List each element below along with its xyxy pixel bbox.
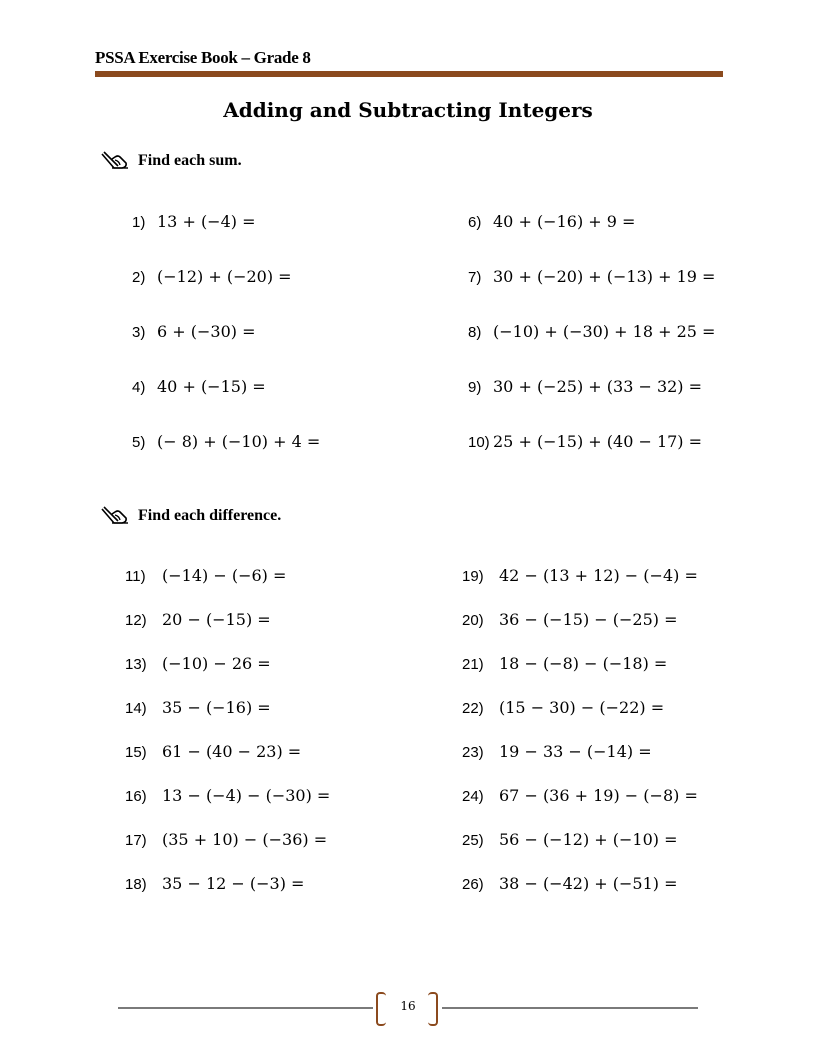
problem-item <box>132 212 256 231</box>
problem-number: 15) <box>125 744 147 761</box>
problem-item <box>132 267 292 286</box>
problem-number: 8) <box>468 324 482 341</box>
problem-number: 2) <box>132 269 146 286</box>
problem-expression: (−10) + (−30) + 18 + 25 = <box>493 322 716 341</box>
problem-number: 10) <box>468 434 490 451</box>
problem-item <box>468 212 635 231</box>
problem-number: 23) <box>462 744 484 761</box>
problem-number: 26) <box>462 876 484 893</box>
problem-number: 5) <box>132 434 146 451</box>
problem-number: 4) <box>132 379 146 396</box>
problem-expression: 13 + (−4) = <box>157 212 256 231</box>
problem-item <box>468 267 715 286</box>
problem-item <box>468 377 702 396</box>
problem-item <box>125 742 301 761</box>
problem-expression: 19 − 33 − (−14) = <box>499 742 652 761</box>
problem-expression: (−12) + (−20) = <box>157 267 292 286</box>
problem-item <box>462 874 678 893</box>
page-bracket-right <box>428 992 438 1026</box>
problem-number: 24) <box>462 788 484 805</box>
problem-item <box>125 830 327 849</box>
problem-expression: (15 − 30) − (−22) = <box>499 698 665 717</box>
diff-instruction-text: Find each difference. <box>138 507 282 524</box>
diff-instruction <box>100 505 281 527</box>
problem-expression: 42 − (13 + 12) − (−4) = <box>499 566 698 585</box>
problem-expression: 18 − (−8) − (−18) = <box>499 654 668 673</box>
problem-expression: 36 − (−15) − (−25) = <box>499 610 678 629</box>
problem-number: 20) <box>462 612 484 629</box>
problem-expression: 13 − (−4) − (−30) = <box>162 786 331 805</box>
problem-expression: 25 + (−15) + (40 − 17) = <box>493 432 703 451</box>
sum-instruction <box>100 150 242 172</box>
page-bracket-left <box>376 992 386 1026</box>
header-rule <box>95 71 723 77</box>
problem-item <box>468 432 702 451</box>
problem-expression: 61 − (40 − 23) = <box>162 742 302 761</box>
problem-number: 14) <box>125 700 147 717</box>
problem-expression: 67 − (36 + 19) − (−8) = <box>499 786 698 805</box>
problem-number: 7) <box>468 269 482 286</box>
problem-number: 11) <box>125 568 146 585</box>
problem-item <box>462 830 678 849</box>
problem-item <box>125 698 271 717</box>
problem-expression: (− 8) + (−10) + 4 = <box>157 432 321 451</box>
footer-rule-right <box>442 1007 698 1009</box>
problem-number: 3) <box>132 324 146 341</box>
problem-item <box>132 377 266 396</box>
problem-item <box>125 874 304 893</box>
problem-number: 13) <box>125 656 147 673</box>
pencil-hand-icon <box>100 505 130 527</box>
problem-item <box>462 654 667 673</box>
problem-item <box>462 566 698 585</box>
problem-number: 1) <box>132 214 146 231</box>
problem-item <box>462 610 678 629</box>
problem-item <box>125 786 330 805</box>
problem-number: 21) <box>462 656 484 673</box>
problem-number: 17) <box>125 832 147 849</box>
problem-item <box>462 698 664 717</box>
problem-number: 19) <box>462 568 484 585</box>
problem-expression: 6 + (−30) = <box>157 322 256 341</box>
problem-item <box>462 786 698 805</box>
problem-expression: (−10) − 26 = <box>162 654 271 673</box>
footer-rule-left <box>118 1007 373 1009</box>
header-title: PSSA Exercise Book – Grade 8 <box>95 48 311 67</box>
problem-number: 25) <box>462 832 484 849</box>
problem-expression: 38 − (−42) + (−51) = <box>499 874 678 893</box>
problem-expression: 35 − 12 − (−3) = <box>162 874 305 893</box>
problem-item <box>468 322 715 341</box>
page-title: Adding and Subtracting Integers <box>223 98 593 122</box>
problem-number: 12) <box>125 612 147 629</box>
problem-item <box>125 610 271 629</box>
problem-expression: 20 − (−15) = <box>162 610 271 629</box>
problem-number: 9) <box>468 379 482 396</box>
problem-number: 18) <box>125 876 147 893</box>
problem-expression: 30 + (−20) + (−13) + 19 = <box>493 267 716 286</box>
sum-instruction-text: Find each sum. <box>138 152 242 169</box>
problem-item <box>462 742 652 761</box>
problem-expression: 40 + (−16) + 9 = <box>493 212 636 231</box>
problem-number: 16) <box>125 788 147 805</box>
problem-expression: 30 + (−25) + (33 − 32) = <box>493 377 703 396</box>
problem-item <box>125 654 271 673</box>
problem-expression: 56 − (−12) + (−10) = <box>499 830 678 849</box>
problem-expression: 40 + (−15) = <box>157 377 266 396</box>
problem-expression: (−14) − (−6) = <box>162 566 287 585</box>
problem-expression: 35 − (−16) = <box>162 698 271 717</box>
problem-item <box>125 566 286 585</box>
problem-item <box>132 432 320 451</box>
page-number: 16 <box>400 999 416 1013</box>
problem-number: 6) <box>468 214 482 231</box>
problem-item <box>132 322 256 341</box>
problem-number: 22) <box>462 700 484 717</box>
pencil-hand-icon <box>100 150 130 172</box>
problem-expression: (35 + 10) − (−36) = <box>162 830 328 849</box>
